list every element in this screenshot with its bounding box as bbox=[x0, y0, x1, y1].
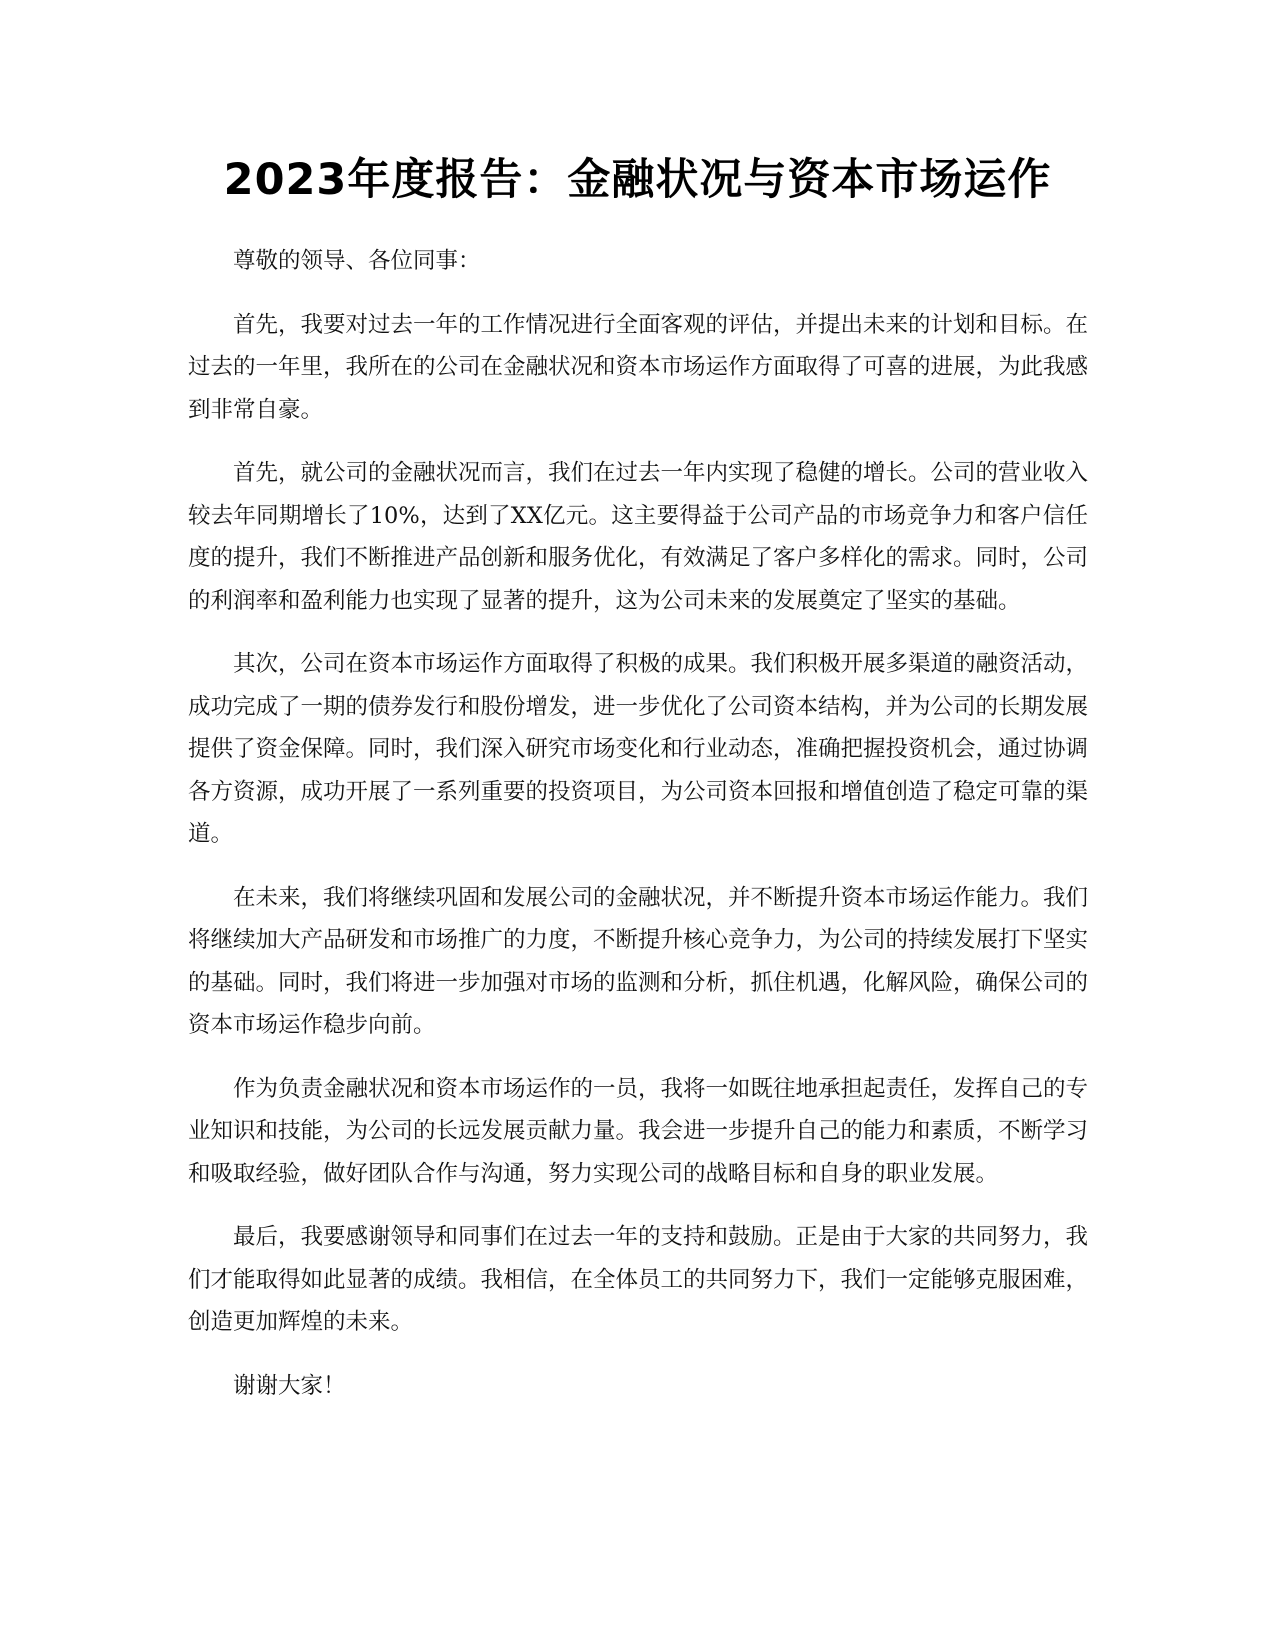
greeting-paragraph: 尊敬的领导、各位同事： bbox=[233, 248, 481, 274]
document-title: 2023年度报告：金融状况与资本市场运作 bbox=[223, 155, 1052, 205]
intro-paragraph: 首先，我要对过去一年的工作情况进行全面客观的评估，并提出未来的计划和目标。在过去的一年里，我所在的公司在金融状况和资本市场运作方面取得了可喜的进展，为此我感到非常自豪。 bbox=[188, 311, 1089, 423]
thanks-paragraph: 最后，我要感谢领导和同事们在过去一年的支持和鼓励。正是由于大家的共同努力，我们才能取得如此显著的成绩。我相信，在全体员工的共同努力下，我们一定能够克服困难，创造更加辉煌的未来。 bbox=[188, 1224, 1089, 1335]
capital-market-paragraph: 其次，公司在资本市场运作方面取得了积极的成果。我们积极开展多渠道的融资活动，成功完成了一期的债券发行和股份增发，进一步优化了公司资本结构，并为公司的长期发展提供了资金保障。同时，我们深入研究市场变化和行业动态，准确把握投资机会，通过协调各方资源，成功开展了一系列重要的投资项目，为公司资本回报和增值创造了稳定可靠的渠道。 bbox=[188, 651, 1089, 847]
personal-commitment-paragraph: 作为负责金融状况和资本市场运作的一员，我将一如既往地承担起责任，发挥自己的专业知识和技能，为公司的长远发展贡献力量。我会进一步提升自己的能力和素质，不断学习和吸取经验，做好团队合作与沟通，努力实现公司的战略目标和自身的职业发展。 bbox=[188, 1075, 1089, 1187]
closing-paragraph: 谢谢大家！ bbox=[233, 1372, 346, 1399]
future-plan-paragraph: 在未来，我们将继续巩固和发展公司的金融状况，并不断提升资本市场运作能力。我们将继续加大产品研发和市场推广的力度，不断提升核心竞争力，为公司的持续发展打下坚实的基础。同时，我们将进一步加强对市场的监测和分析，抓住机遇，化解风险，确保公司的资本市场运作稳步向前。 bbox=[188, 884, 1089, 1038]
financial-status-paragraph: 首先，就公司的金融状况而言，我们在过去一年内实现了稳健的增长。公司的营业收入较去年同期增长了10%，达到了XX亿元。这主要得益于公司产品的市场竞争力和客户信任度的提升，我们不断推进产品创新和服务优化，有效满足了客户多样化的需求。同时，公司的利润率和盈利能力也实现了显著的提升，这为公司未来的发展奠定了坚实的基础。 bbox=[188, 460, 1089, 614]
document-body bbox=[188, 240, 1088, 1428]
